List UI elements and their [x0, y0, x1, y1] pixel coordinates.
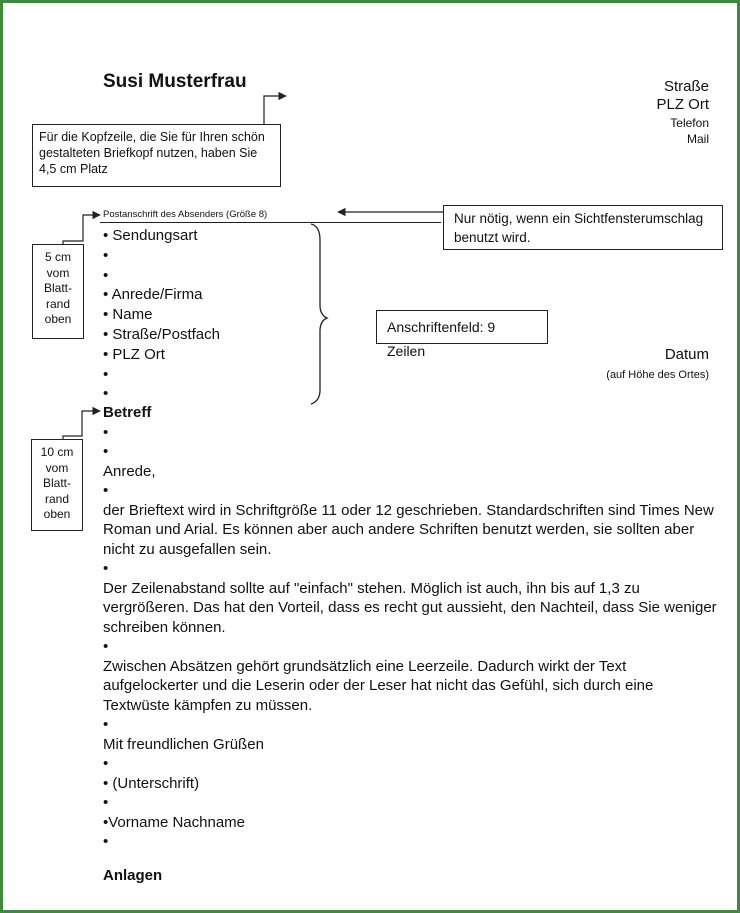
blank-line: • — [103, 638, 109, 655]
address-line: • Name — [103, 306, 153, 324]
address-line: • Sendungsart — [103, 227, 198, 244]
margin-5cm-text: 5 cm vom Blatt-rand oben — [43, 250, 72, 326]
blank-line: • — [103, 755, 109, 772]
blank-line: • — [103, 443, 109, 460]
signature-line: • (Unterschrift) — [103, 774, 200, 792]
window-note-text: Nur nötig, wenn ein Sichtfensterumschlag benutzt wird. — [454, 211, 704, 245]
sender-phone: Telefon — [670, 116, 709, 130]
subject-line: Betreff — [103, 404, 152, 421]
sender-return-line: Postanschrift des Absenders (Größe 8) — [103, 209, 268, 220]
address-field-text: Anschriftenfeld: 9 Zeilen — [387, 319, 496, 359]
paragraph: der Brieftext wird in Schriftgröße 11 oder 12 geschrieben. Standardschriften sind Times New Roman und Arial. Es können aber auch andere Schriften benutzt werden, sie sollten aber nicht zu ausgefallen sein. — [103, 501, 714, 558]
paragraph: Zwischen Absätzen gehört grundsätzlich eine Leerzeile. Dadurch wirkt der Text aufgelockerter und die Leserin oder der Leser hat nicht das Gefühl, sich durch eine Textwüste kämpfen zu müssen. — [103, 657, 654, 714]
salutation: Anrede, — [103, 462, 156, 480]
sender-name: Susi Musterfrau — [103, 71, 247, 92]
date-label: Datum — [664, 346, 709, 363]
address-line: • — [103, 365, 109, 383]
blank-line: • — [103, 482, 109, 499]
closing: Mit freundlichen Grüßen — [103, 735, 264, 753]
blank-line: • — [103, 716, 109, 733]
header-arrow — [264, 96, 286, 124]
paragraph: Der Zeilenabstand sollte auf "einfach" stehen. Möglich ist auch, ihn bis auf 1,3 zu vergrößeren. Das hat den Vorteil, dass es recht gut aussieht, den Nachteil, dass Sie weniger schreiben können. — [103, 579, 717, 636]
address-line: • PLZ Ort — [103, 345, 165, 363]
address-line: • Anrede/Firma — [103, 286, 203, 304]
margin-10cm-arrow — [63, 411, 100, 439]
blank-line: • — [103, 423, 109, 441]
blank-line: • — [103, 794, 109, 811]
address-line: • — [103, 385, 109, 403]
address-line: • — [103, 266, 109, 284]
sender-city: PLZ Ort — [656, 96, 709, 113]
date-hint: (auf Höhe des Ortes) — [606, 369, 709, 381]
sender-street: Straße — [663, 78, 709, 95]
address-brace — [311, 224, 327, 404]
header-note-text: Für die Kopfzeile, die Sie für Ihren schön gestalteten Briefkopf nutzen, haben Sie 4,5 cm Platz — [39, 130, 265, 176]
blank-line: • — [103, 560, 109, 577]
address-line: • Straße/Postfach — [103, 325, 220, 343]
attachments: Anlagen — [103, 866, 163, 884]
sender-mail: Mail — [686, 132, 709, 146]
blank-line: • — [103, 833, 109, 850]
margin-10cm-text: 10 cm vom Blatt-rand oben — [40, 445, 74, 521]
margin-5cm-arrow — [63, 215, 100, 244]
address-line: • — [103, 246, 109, 264]
full-name-line: •Vorname Nachname — [103, 813, 245, 831]
